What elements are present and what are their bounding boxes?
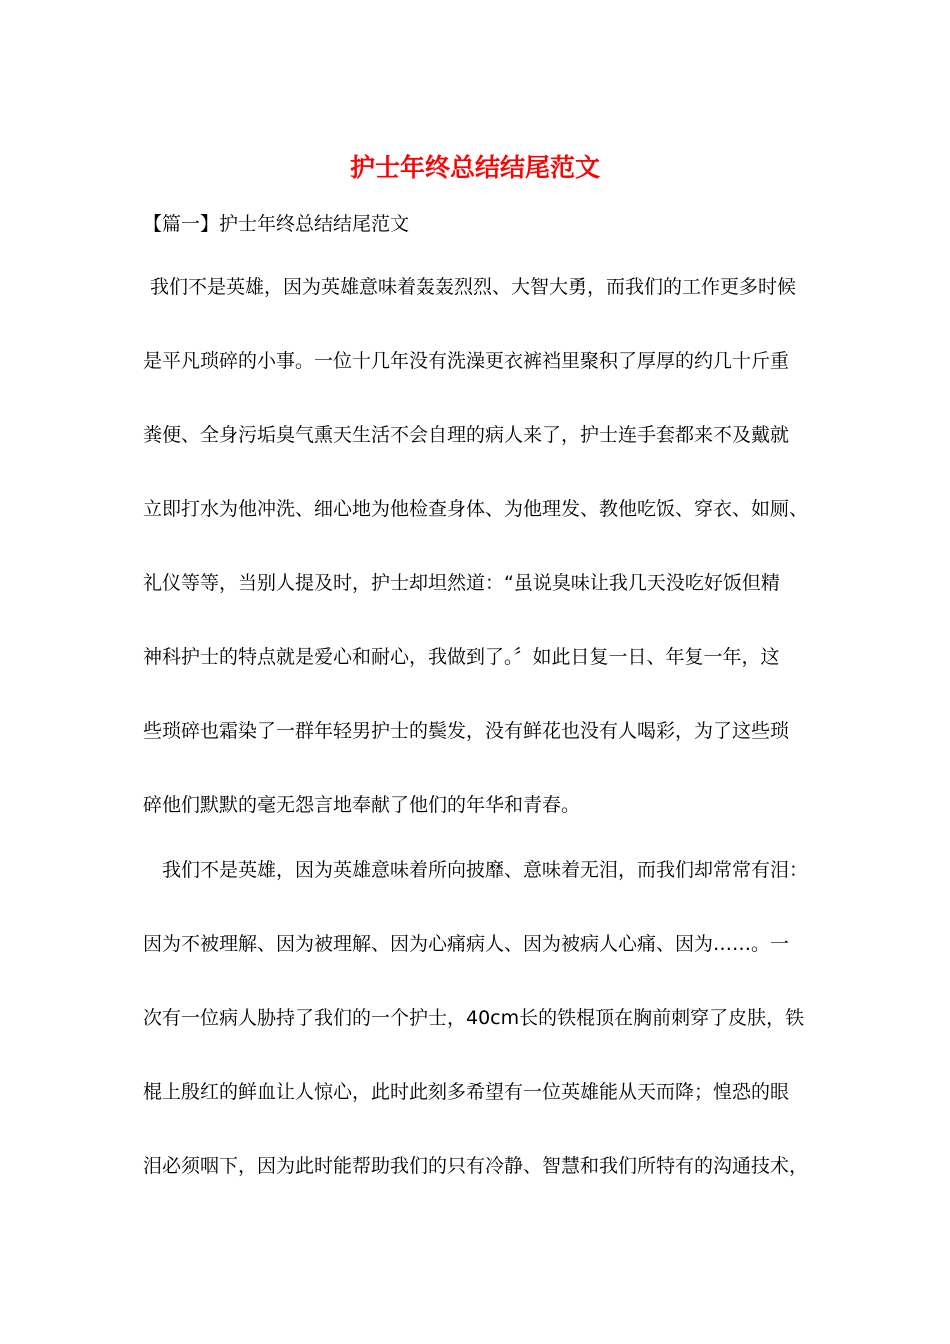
paragraph-line: 棍上殷红的鲜血让人惊心，此时此刻多希望有一位英雄能从天而降；惶恐的眼	[143, 1081, 790, 1103]
paragraph-line: 我们不是英雄，因为英雄意味着所向披靡、意味着无泪，而我们却常常有泪：	[162, 859, 809, 881]
paragraph-line: 我们不是英雄，因为英雄意味着轰轰烈烈、大智大勇，而我们的工作更多时候	[150, 276, 797, 298]
paragraph-line: 礼仪等等，当别人提及时，护士却坦然道：“虽说臭味让我几天没吃好饭但精	[143, 572, 780, 594]
paragraph-line: 泪必须咽下，因为此时能帮助我们的只有冷静、智慧和我们所特有的沟通技术，	[143, 1155, 809, 1177]
paragraph-line: 粪便、全身污垢臭气熏天生活不会自理的病人来了，护士连手套都来不及戴就	[143, 424, 790, 446]
section-heading: 【篇一】护士年终总结结尾范文	[143, 213, 410, 235]
document-title: 护士年终总结结尾范文	[349, 153, 600, 182]
paragraph-line: 碎他们默默的毫无怨言地奉献了他们的年华和青春。	[143, 794, 581, 816]
paragraph-line: 次有一位病人胁持了我们的一个护士，40cm长的铁棍顶在胸前刺穿了皮肤，铁	[143, 1007, 805, 1029]
paragraph-line: 因为不被理解、因为被理解、因为心痛病人、因为被病人心痛、因为……。一	[143, 933, 790, 955]
paragraph-line: 立即打水为他冲洗、细心地为他检查身体、为他理发、教他吃饭、穿衣、如厕、	[143, 498, 809, 520]
paragraph-line: 是平凡琐碎的小事。一位十几年没有洗澡更衣裤裆里聚积了厚厚的约几十斤重	[143, 350, 790, 372]
paragraph-line: 神科护士的特点就是爱心和耐心，我做到了。〞如此日复一日、年复一年，这	[143, 646, 780, 668]
paragraph-line: 些琐碎也霜染了一群年轻男护士的鬓发，没有鲜花也没有人喝彩，为了这些琐	[143, 720, 790, 742]
